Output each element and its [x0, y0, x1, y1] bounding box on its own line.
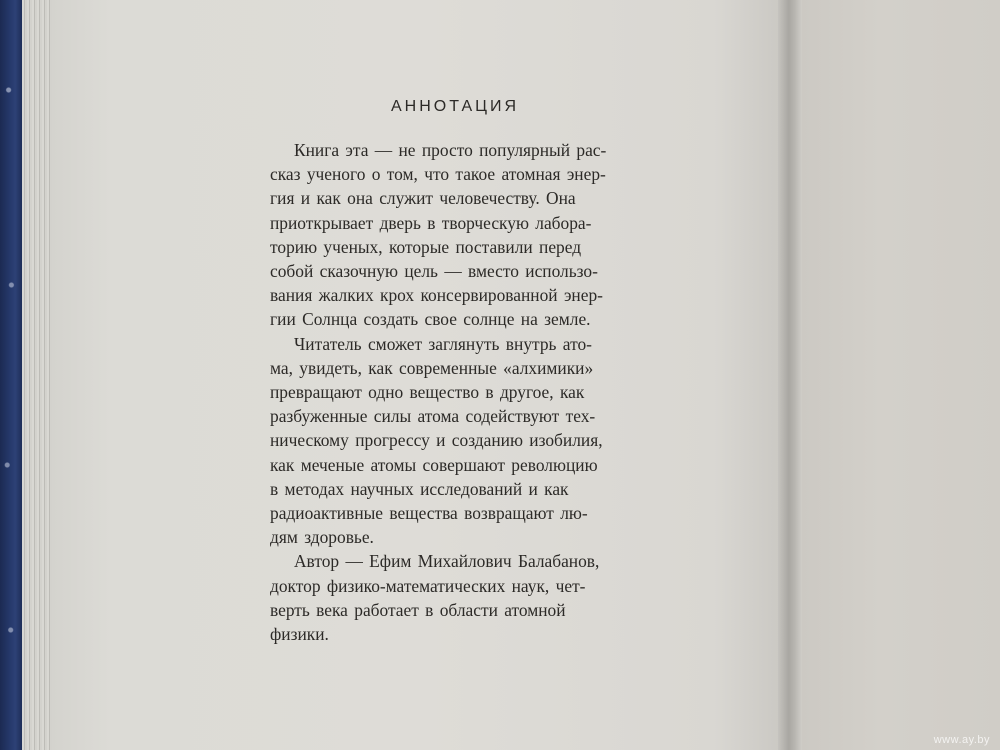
text-line: как меченые атомы совершают революцию	[270, 454, 598, 475]
text-line: сказ ученого о том, что такое атомная энер-	[270, 164, 606, 185]
text-line: гия и как она служит человечеству. Она	[270, 188, 576, 209]
text-line: радиоактивные вещества возвращают лю-	[270, 503, 588, 524]
text-line: Автор — Ефим Михайлович Балабанов,	[294, 551, 600, 572]
text-line: дям здоровье.	[270, 527, 374, 548]
text-line: Читатель сможет заглянуть внутрь ато-	[294, 333, 592, 354]
text-line: вания жалких крох консервированной энер-	[270, 285, 603, 306]
annotation-title: АННОТАЦИЯ	[390, 98, 520, 115]
watermark: www.ay.by	[933, 734, 990, 746]
book-gutter	[778, 0, 802, 750]
text-line: собой сказочную цель — вместо использо-	[270, 261, 598, 282]
text-line: гии Солнца создать свое солнце на земле.	[270, 309, 591, 330]
text-line: ма, увидеть, как современные «алхимики»	[270, 357, 594, 378]
text-line: приоткрывает дверь в творческую лабора-	[270, 212, 592, 233]
text-line: торию ученых, которые поставили перед	[270, 236, 582, 257]
text-line: верть века работает в области атомной	[270, 599, 566, 620]
right-page	[802, 0, 1000, 750]
text-line: физики.	[270, 624, 329, 645]
book-cover-edge	[0, 0, 22, 750]
text-line: ническому прогрессу и созданию изобилия,	[270, 430, 603, 451]
text-line: доктор физико-математических наук, чет-	[270, 575, 586, 596]
page-stack-edge	[22, 0, 52, 750]
text-line: Книга эта — не просто популярный рас-	[294, 140, 607, 160]
annotation-block	[270, 98, 700, 646]
text-line: превращают одно вещество в другое, как	[270, 382, 585, 403]
text-line: в методах научных исследований и как	[270, 478, 569, 499]
text-line: разбуженные силы атома содействуют тех-	[270, 406, 596, 427]
